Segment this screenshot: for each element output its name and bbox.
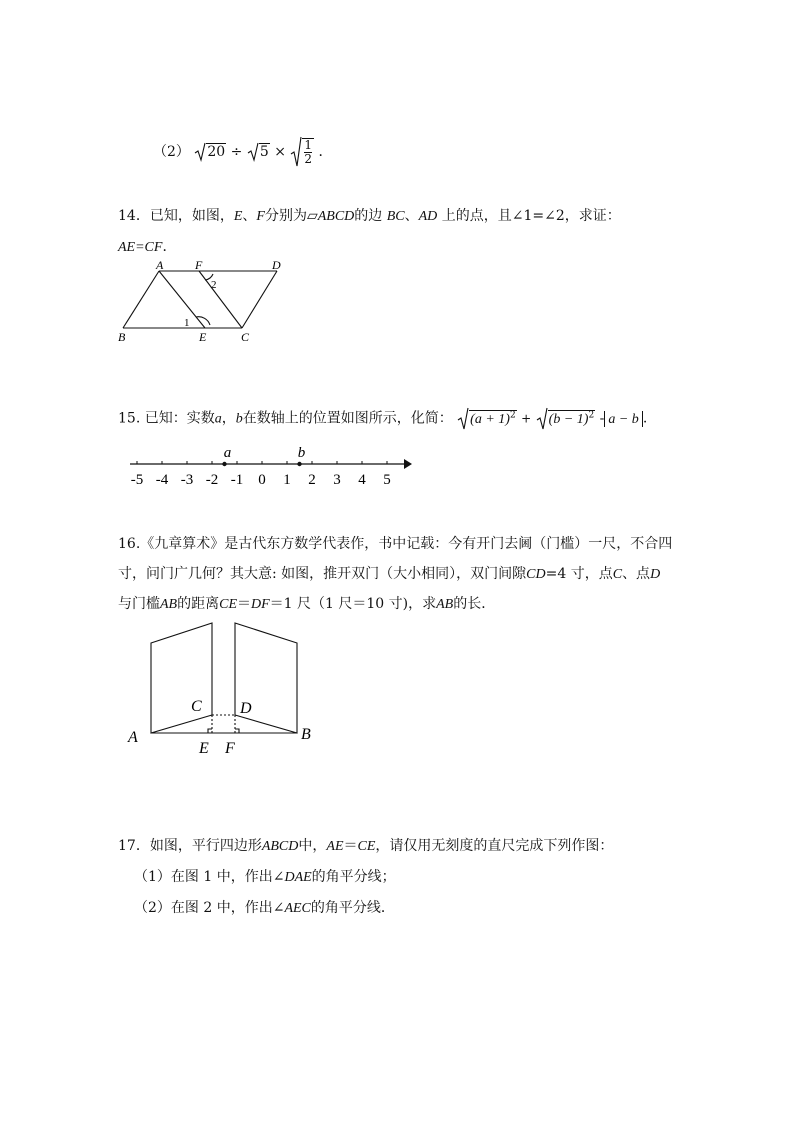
sqrt-icon (247, 142, 259, 162)
sep: ， (221, 410, 236, 427)
segment-AE (159, 271, 205, 328)
q14-text: 分别为 (264, 208, 307, 224)
sqrt-icon (194, 142, 206, 162)
angle-1-arc (196, 317, 210, 325)
tick-label: 5 (383, 472, 391, 488)
fraction (302, 138, 314, 166)
minus-sign: - (599, 410, 605, 427)
q16-line2 (118, 564, 660, 585)
equation-AE-CF: AE=CF (118, 240, 163, 255)
right-angle-F-icon (235, 729, 239, 733)
q17-text: （1）在图 1 中，作出∠ (134, 869, 285, 885)
part-number: （2） (153, 144, 190, 160)
label-a: a (223, 445, 232, 461)
sep: 、 (404, 208, 419, 224)
q17-text: 的角平分线； (311, 869, 396, 885)
divide-sign: ÷ (230, 144, 243, 160)
var-CD: CD (526, 567, 546, 582)
q15-line1 (118, 400, 647, 430)
label-E: E (199, 740, 209, 757)
tick-label: 0 (258, 472, 266, 488)
door-lines (151, 623, 297, 733)
sqrt-icon (536, 407, 548, 431)
q17-part2 (134, 898, 395, 919)
var-C: C (612, 567, 623, 582)
square: 2 (509, 410, 516, 420)
label-B: B (118, 330, 126, 344)
q15-number-line (124, 440, 414, 490)
tick-label: -1 (230, 472, 244, 488)
right-angle-E-icon (208, 729, 212, 733)
q15-text: 在数轴上的位置如图所示，化简： (242, 410, 453, 427)
square: 2 (588, 410, 595, 420)
side-DC (242, 271, 277, 328)
label-A: A (128, 729, 138, 746)
q14-text: 上的点，且∠1=∠2，求证： (441, 208, 621, 224)
radicand-20: 20 (207, 144, 226, 160)
q16-door-figure (122, 615, 322, 765)
q16-text: 与门槛 (118, 596, 160, 612)
parallelogram-ABCD: ▱ABCD (306, 209, 355, 224)
var-a: a (214, 411, 222, 427)
radicand-a-plus-1 (469, 410, 517, 427)
period: . (642, 410, 648, 427)
q14-text: 的边 (354, 208, 383, 224)
tick-label: -3 (180, 472, 194, 488)
label-E: E (199, 330, 207, 344)
period: ． (162, 239, 177, 255)
var-CE: CE (219, 597, 237, 612)
q17-line1 (118, 836, 613, 857)
fraction-denominator: 2 (304, 152, 313, 166)
side-AB (123, 271, 159, 328)
fraction-numerator: 1 (304, 138, 313, 152)
label-F: F (225, 740, 235, 757)
var-F: F (256, 209, 265, 224)
label-1: 1 (184, 317, 190, 329)
equals: ＝ (343, 838, 358, 854)
q13-part2 (153, 136, 333, 168)
expr-a-plus-1: (a + 1) (470, 411, 510, 427)
q16-line3 (118, 594, 495, 615)
var-b: b (235, 411, 243, 427)
axis-arrow-icon (404, 459, 412, 469)
var-ABCD: ABCD (261, 839, 299, 854)
label-2: 2 (211, 279, 217, 291)
q16-text: 的距离 (177, 596, 220, 612)
left-door (151, 623, 212, 733)
q16-text: =4 寸，点 (545, 566, 613, 582)
label-b: b (297, 445, 306, 461)
point-a (222, 462, 226, 466)
radicand-5: 5 (259, 144, 269, 160)
q17-text: 中， (298, 838, 327, 854)
q17-text: （2）在图 2 中，作出∠ (134, 900, 285, 916)
var-D: D (650, 567, 661, 582)
var-AB: AB (436, 597, 454, 612)
tick-label: 3 (333, 472, 341, 488)
q15-text: 15. 已知：实数 (118, 410, 215, 427)
expr-b-minus-1: (b − 1) (548, 411, 589, 427)
period: ． (318, 144, 333, 160)
sep: 、 (242, 208, 257, 224)
q14-line2 (118, 237, 176, 258)
q16-line1 (118, 534, 672, 554)
q17-part1 (134, 867, 396, 888)
angle-DAE: DAE (284, 870, 312, 885)
q14-text: 14．已知，如图， (118, 208, 234, 224)
q16-text: ＝1 尺（1 尺＝10 寸)，求 (269, 596, 437, 612)
tick-label: 4 (358, 472, 366, 488)
var-BC: BC (386, 209, 405, 224)
equals: ＝ (237, 596, 251, 612)
label-D: D (240, 700, 252, 717)
q14-figure (110, 258, 300, 348)
label-C: C (191, 698, 202, 715)
expr-a-minus-b: a − b (608, 411, 639, 427)
sqrt-icon (457, 407, 469, 431)
var-CE: CE (357, 839, 376, 854)
var-AD: AD (418, 209, 438, 224)
q16-text: 的长． (453, 596, 496, 612)
parallelogram-lines (123, 271, 277, 328)
tick-label: 1 (283, 472, 291, 488)
q17-text: 的角平分线． (310, 900, 395, 916)
label-D: D (272, 258, 281, 272)
var-AE: AE (326, 839, 344, 854)
times-sign: × (274, 144, 286, 160)
label-F: F (195, 258, 203, 272)
sqrt-icon (290, 136, 302, 168)
tick-label: -4 (155, 472, 169, 488)
label-A: A (156, 258, 164, 272)
q17-text: ，请仅用无刻度的直尺完成下列作图： (375, 838, 614, 854)
label-B: B (301, 726, 311, 743)
radicand-b-minus-1 (548, 410, 596, 427)
point-b (297, 462, 301, 466)
plus-sign: + (521, 411, 532, 426)
tick-label: -5 (130, 472, 144, 488)
tick-label: 2 (308, 472, 316, 488)
q16-text: 、点 (622, 566, 651, 582)
tick-label: -2 (205, 472, 219, 488)
var-DF: DF (251, 597, 270, 612)
absolute-value (604, 411, 642, 427)
q16-text: 寸，问门广几何？其大意: 如图，推开双门（大小相同），双门间隙 (118, 566, 527, 582)
q14-line1 (118, 206, 621, 227)
label-C: C (241, 330, 250, 344)
var-E: E (233, 209, 243, 224)
var-AB: AB (160, 597, 178, 612)
q17-text: 17．如图，平行四边形 (118, 838, 262, 854)
q16-text: 16.《九章算术》是古代东方数学代表作，书中记载：今有开门去阃（门槛）一尺，不合四 (118, 536, 673, 552)
angle-AEC: AEC (284, 901, 311, 916)
